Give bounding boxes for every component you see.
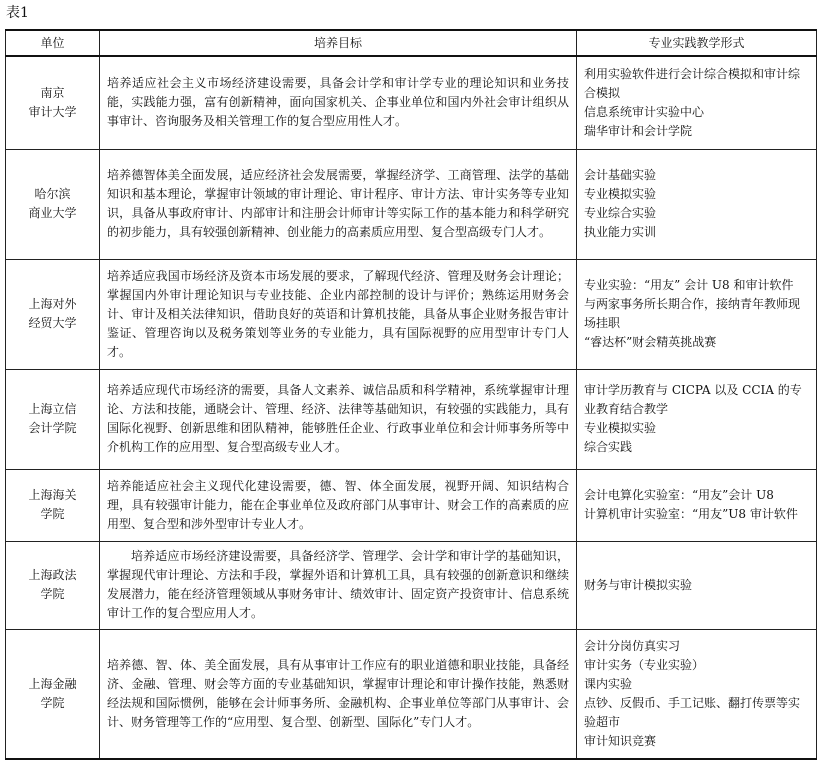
unit-name-line: 学院 (40, 587, 65, 601)
form-cell (577, 56, 817, 149)
form-item: 瑞华审计和会计学院 (584, 123, 693, 138)
form-cell (577, 149, 817, 259)
form-cell (577, 259, 817, 369)
table-row (6, 629, 817, 759)
form-item: 审计实务（专业实验） (584, 657, 705, 672)
goal-cell: 培养德智体美全面发展，适应经济社会发展需要，掌握经济学、工商管理、法学的基础知识和基本理论，掌握审计领域的审计理论、审计程序、审计方法、审计实务等专业知识，具备从事政府审计、内部审计和注册会计师审计等实际工作的基本能力和科学研究的初步能力，具有较强创新精神、创业能力的高素质应用型、复合型高级专门人才。 (100, 149, 577, 259)
unit-name-line: 学院 (40, 507, 65, 521)
unit-name-line: 南京 (40, 85, 65, 100)
unit-name-line: 经贸大学 (28, 316, 77, 330)
unit-cell (6, 149, 100, 259)
unit-name-line: 上海立信 (28, 402, 77, 416)
table-header-row (6, 30, 817, 56)
form-cell (577, 469, 817, 541)
unit-name-line: 学院 (40, 695, 65, 710)
form-item: 计算机审计实验室：“用友”U8 审计软件 (584, 507, 798, 521)
header-goal: 培养目标 (100, 30, 577, 56)
table-row (6, 259, 817, 369)
form-cell (577, 629, 817, 759)
table-row (6, 541, 817, 629)
goal-cell: 培养适应社会主义市场经济建设需要，具备会计学和审计学专业的理论知识和业务技能，实践能力强，富有创新精神，面向国家机关、企事业单位和国内外社会审计组织从事审计、咨询服务及相关管理工作的复合型应用性人才。 (100, 56, 577, 149)
form-item: 课内实验 (584, 676, 633, 691)
form-item: 专业实验：“用友” 会计 U8 和审计软件 (584, 278, 794, 292)
form-cell (577, 541, 817, 629)
unit-name-line: 哈尔滨 (34, 187, 71, 201)
form-item: “睿达杯”财会精英挑战赛 (584, 335, 717, 349)
unit-cell (6, 541, 100, 629)
unit-cell (6, 469, 100, 541)
form-item: 会计分岗仿真实习 (584, 638, 681, 653)
goal-cell: 培养适应现代市场经济的需要，具备人文素养、诚信品质和科学精神，系统掌握审计理论、方法和技能，通晓会计、管理、经济、法律等基础知识，有较强的实践能力，具有国际化视野、创新思维和团队精神，能够胜任企业、行政事业单位和会计师事务所等中介机构工作的应用型、复合型高级专业人才。 (100, 369, 577, 469)
form-item: 专业综合实验 (584, 206, 657, 220)
form-item: 会计基础实验 (584, 168, 657, 182)
comparison-table (5, 29, 817, 760)
form-item: 财务与审计模拟实验 (584, 577, 693, 592)
goal-cell (100, 541, 577, 629)
form-item: 综合实践 (584, 440, 633, 454)
table-caption: 表1 (6, 5, 29, 21)
unit-cell (6, 56, 100, 149)
table-row (6, 56, 817, 149)
goal-text: 培养适应市场经济建设需要，具备经济学、管理学、会计学和审计学的基础知识，掌握现代审计理论、方法和手段，掌握外语和计算机工具，具有较强的创新意识和继续发展潜力，能在经济管理领域从事财务审计、绩效审计、固定资产投资审计、信息系统审计工作的复合型应用人才。 (107, 549, 569, 620)
table-row (6, 149, 817, 259)
form-cell (577, 369, 817, 469)
form-item: 专业模拟实验 (584, 421, 657, 435)
unit-name-line: 上海对外 (28, 297, 77, 311)
unit-cell (6, 259, 100, 369)
unit-name-line: 上海金融 (28, 676, 77, 691)
form-item: 利用实验软件进行会计综合模拟和审计综合模拟 (584, 66, 801, 100)
unit-name-line: 上海政法 (28, 568, 77, 582)
form-item: 会计电算化实验室：“用友”会计 U8 (584, 488, 774, 502)
table-row (6, 369, 817, 469)
unit-name-line: 商业大学 (28, 206, 77, 220)
unit-name-line: 上海海关 (28, 488, 77, 502)
header-unit: 单位 (6, 30, 100, 56)
unit-cell (6, 629, 100, 759)
table-row (6, 469, 817, 541)
form-item: 审计学历教育与 CICPA 以及 CCIA 的专业教育结合教学 (584, 383, 802, 416)
form-item: 与两家事务所长期合作，接纳青年教师现场挂职 (584, 297, 801, 330)
goal-cell: 培养德、智、体、美全面发展，具有从事审计工作应有的职业道德和职业技能，具备经济、金融、管理、财会等方面的专业基础知识，掌握审计理论和审计操作技能，熟悉财经法规和国际惯例，能够在会计师事务所、金融机构、企事业单位等部门从事审计、会计、财务管理等工作的“应用型、复合型、创新型、国际化”专门人才。 (100, 629, 577, 759)
form-item: 执业能力实训 (584, 225, 657, 239)
form-item: 信息系统审计实验中心 (584, 104, 705, 119)
header-form: 专业实践教学形式 (577, 30, 817, 56)
goal-cell: 培养适应我国市场经济及资本市场发展的要求，了解现代经济、管理及财务会计理论；掌握国内外审计理论知识与专业技能、企业内部控制的设计与评价；熟练运用财务会计、审计及相关法律知识，借助良好的英语和计算机技能，具备从事企业财务报告审计鉴证、管理咨询以及税务策划等业务的专业能力，具有国际视野的应用型审计专门人才。 (100, 259, 577, 369)
form-item: 点钞、反假币、手工记账、翻打传票等实验超市 (584, 695, 801, 729)
unit-name-line: 审计大学 (28, 104, 77, 119)
unit-name-line: 会计学院 (28, 421, 77, 435)
form-item: 审计知识竞赛 (584, 733, 657, 748)
goal-cell: 培养能适应社会主义现代化建设需要，德、智、体全面发展，视野开阔、知识结构合理，具有较强审计能力，能在企事业单位及政府部门从事审计、财会工作的高素质的应用型、复合型和涉外型审计专业人才。 (100, 469, 577, 541)
unit-cell (6, 369, 100, 469)
form-item: 专业模拟实验 (584, 187, 657, 201)
